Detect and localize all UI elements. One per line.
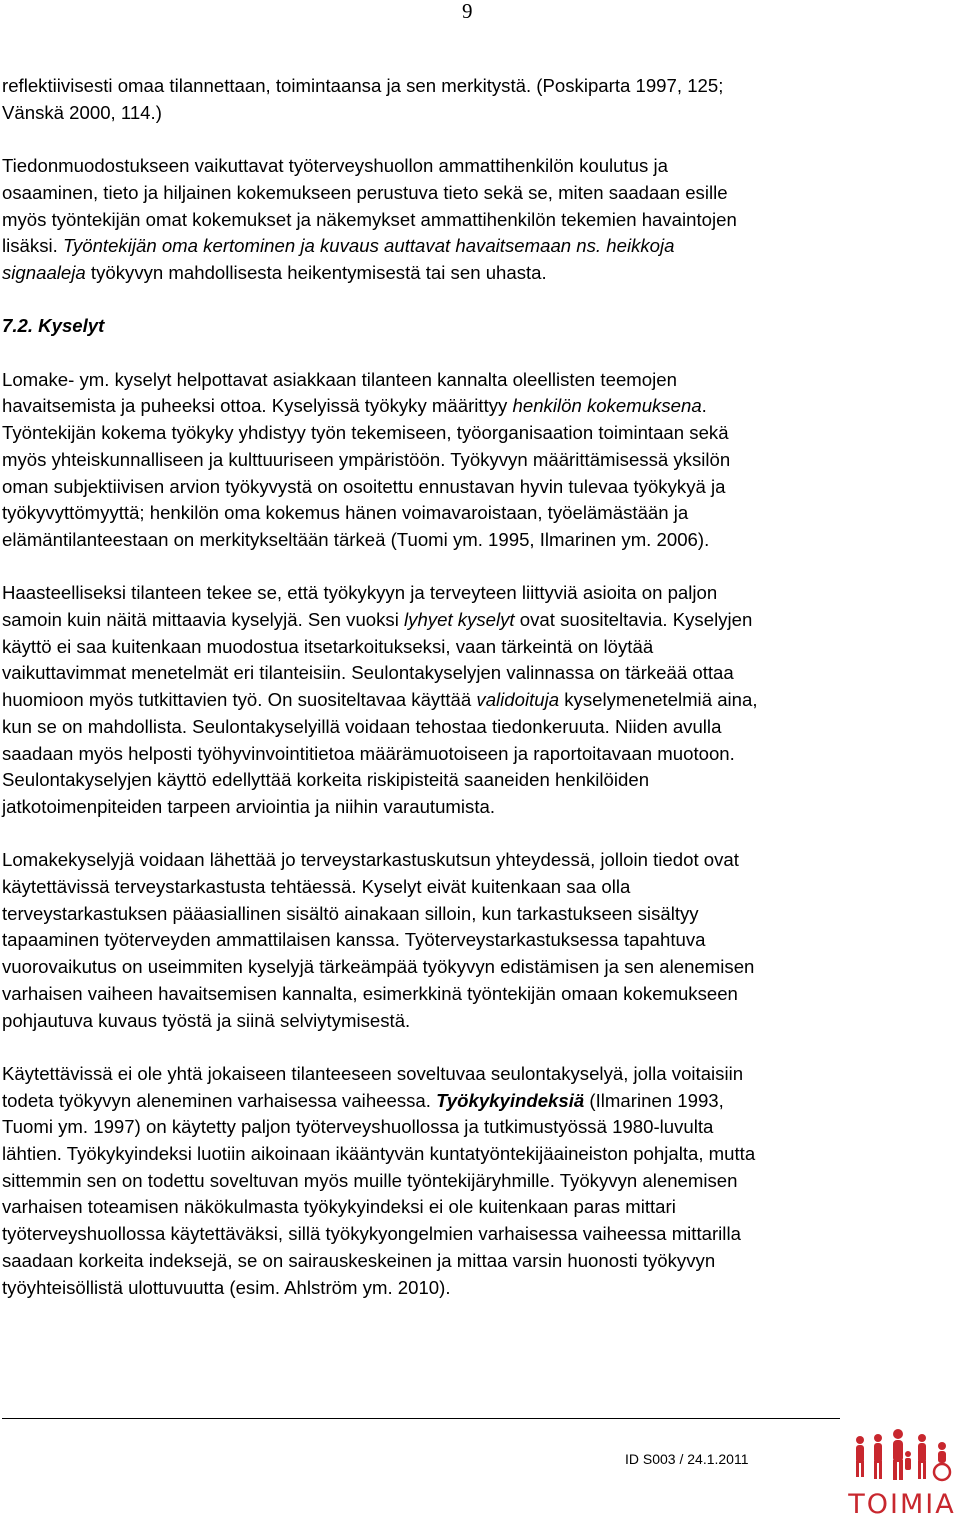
document-body	[2, 73, 952, 1301]
paragraph-1: reflektiivisesti omaa tilannettaan, toimintaansa ja sen merkitystä. (Poskiparta 1997, 125; Vänskä 2000, 114.)	[2, 75, 724, 123]
paragraph-6: Käytettävissä ei ole yhtä jokaiseen tilanteeseen soveltuvaa seulontakyselyä, jolla voitaisiin todeta työkyvyn aleneminen varhaisessa vaiheessa. Työkykyindeksiä (Ilmarinen 1993, Tuomi ym. 1997) on käytetty paljon työterveyshuollossa ja tutkimustyössä 1980-luvulta lähtien. Työkykyindeksi luotiin aikoinaan ikääntyvän kuntatyöntekijäaineiston pohjalta, mutta sittemmin sen on todettu soveltuvan myös muille työntekijäryhmille. Työkyvyn alenemisen varhaisen toteamisen näkökulmasta työkykyindeksi ei ole kuitenkaan paras mittari työterveyshuollossa käytettäväksi, sillä työkykyongelmien varhaisessa vaiheessa mittarilla saadaan korkeita indeksejä, se on sairauskeskeinen ja mittaa varsin huonosti työkyvyn työyhteisöllistä ulottuvuutta (esim. Ahlström ym. 2010).	[2, 1062, 756, 1298]
paragraph-4: Haasteelliseksi tilanteen tekee se, että työkykyyn ja terveyteen liittyviä asioita on paljon samoin kuin näitä mittaavia kyselyjä. Sen vuoksi lyhyet kyselyt ovat suositeltavia. Kyselyjen käyttö ei saa kuitenkaan muodostua itsetarkoitukseksi, vaan tärkeintä on löytää vaikuttavimmat menetelmät eri tilanteisiin. Seulontakyselyjen valinnassa on tärkeää ottaa huomioon myös tutkittavien työ. On suositeltavaa käyttää validoituja kyselymenetelmiä aina, kun se on mahdollista. Seulontakyselyillä voidaan tehostaa tiedonkeruuta. Niiden avulla saadaan myös helposti työhyvinvointitietoa määrämuotoiseen ja raportoitavaan muotoon. Seulontakyselyjen käyttö edellyttää korkeita riskipisteitä saaneiden henkilöiden jatkotoimenpiteiden tarpeen arviointia ja niihin varautumista.	[2, 582, 758, 817]
toimia-logo	[846, 1428, 958, 1520]
footer-divider	[2, 1418, 840, 1419]
paragraph-2: Tiedonmuodostukseen vaikuttavat työterveyshuollon ammattihenkilön koulutus ja osaaminen, tieto ja hiljainen kokemukseen perustuva tieto sekä se, miten saadaan esille myös työntekijän omat kokemukset ja näkemykset ammattihenkilön tekemien havaintojen lisäksi. Työntekijän oma kertominen ja kuvaus auttavat havaitsemaan ns. heikkoja signaaleja työkyvyn mahdollisesta heikentymisestä tai sen uhasta.	[2, 155, 737, 283]
section-heading: 7.2. Kyselyt	[2, 315, 105, 337]
paragraph-3: Lomake- ym. kyselyt helpottavat asiakkaan tilanteen kannalta oleellisten teemojen havaitsemista ja puheeksi ottoa. Kyselyissä työkyky määrittyy henkilön kokemuksena. Työntekijän kokema työkyky yhdistyy työn tekemiseen, työorganisaation toimintaan sekä myös yhteiskunnalliseen ja kulttuuriseen ympäristöön. Työkyvyn määrittämisessä yksilön oman subjektiivisen arvion työkyvystä on osoitettu ennustavan hyvin tulevaa työkykyä ja työkyvyttömyyttä; henkilön oma kokemus hänen voimavaroistaan, työelämästään ja elämäntilanteestaan on merkitykseltään tärkeä (Tuomi ym. 1995, Ilmarinen ym. 2006).	[2, 368, 731, 550]
people-group-icon	[846, 1428, 958, 1488]
logo-text: TOIMIA	[848, 1489, 956, 1520]
paragraph-5: Lomakekyselyjä voidaan lähettää jo terveystarkastuskutsun yhteydessä, jolloin tiedot ovat käytettävissä terveystarkastusta tehtäessä. Kyselyt eivät kuitenkaan saa olla terveystarkastuksen pääasiallinen sisältö ainakaan silloin, kun tarkastukseen sisältyy tapaaminen työterveyden ammattilaisen kanssa. Työterveystarkastuksessa tapahtuva vuorovaikutus on useimmiten kyselyjä tärkeämpää työkyvyn edistämisen ja sen alenemisen varhaisen vaiheen havaitsemisen kannalta, esimerkkinä työntekijän omaan kokemukseen pohjautuva kuvaus työstä ja siinä selviytymisestä.	[2, 849, 755, 1031]
footer-document-id: ID S003 / 24.1.2011	[625, 1451, 749, 1467]
page-number: 9	[462, 0, 473, 23]
